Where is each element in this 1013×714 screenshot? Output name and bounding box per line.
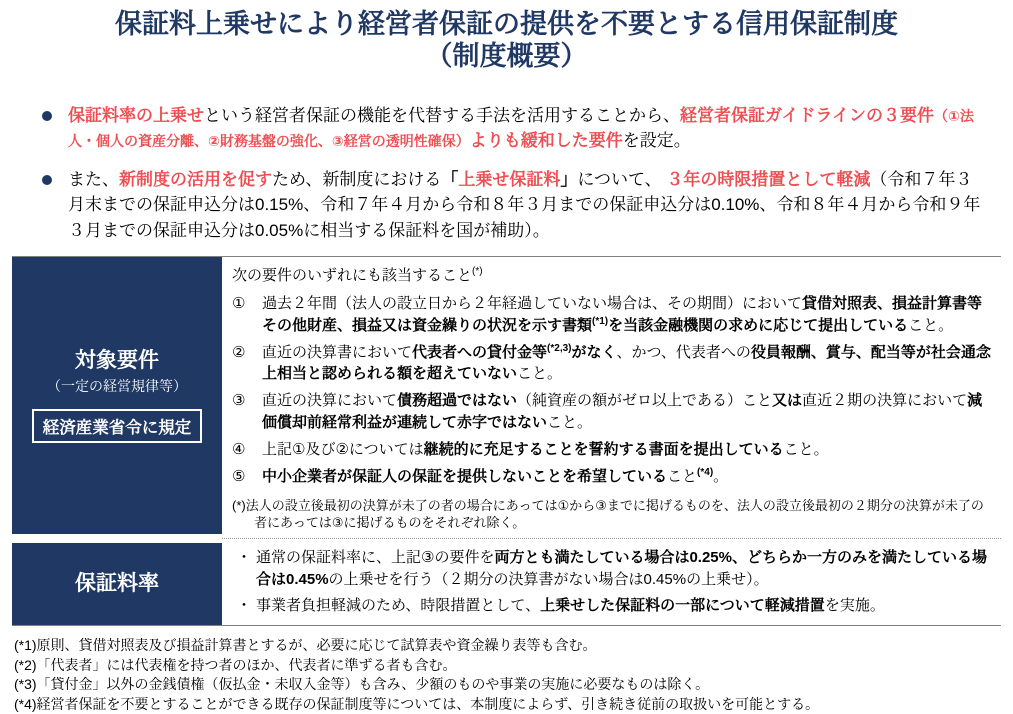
summary-bullets bbox=[40, 103, 987, 244]
summary-bullet-1-text: 保証料率の上乗せという経営者保証の機能を代替する手法を活用することから、経営者保証ガイドラインの３要件（①法人・個人の資産分離、②財務基盤の強化、③経営の透明性確保）よりも緩和した要件を設定。 bbox=[68, 105, 974, 151]
requirements-intro: 次の要件のいずれにも該当すること(*) bbox=[232, 266, 483, 285]
requirement-item-3-text: 直近の決算において債務超過ではない（純資産の額がゼロ以上である）こと又は直近２期の決算において減価償却前経常利益が連続して赤字ではないこと。 bbox=[262, 392, 983, 431]
item-number: ③ bbox=[232, 392, 246, 410]
table-row-requirements bbox=[12, 257, 1001, 538]
dot-bullet-icon: ・ bbox=[236, 597, 252, 615]
requirement-item-5-text: 中小企業者が保証人の保証を提供しないことを希望していること$^{(*4)}$。 bbox=[262, 467, 729, 486]
requirement-item-5 bbox=[232, 466, 995, 487]
scheme-table bbox=[12, 256, 1001, 626]
item-number: ② bbox=[232, 343, 246, 361]
footnote-3: (*3)「貸付金」以外の金銭債権（仮払金・未収入金等）も含み、少額のものや事業の実施に必要なものは除く。 bbox=[14, 676, 710, 693]
rate-bullet-1-text: 通常の保証料率に、上記③の要件を両方とも満たしている場合は0.25%、どちらか一方のみを満たしている場合は0.45%の上乗せを行う（２期分の決算書がない場合は0.45%の上乗せ）。 bbox=[256, 548, 987, 588]
ordinance-badge: 経済産業省令に規定 bbox=[32, 409, 203, 443]
requirement-item-4-text: 上記①及び②については継続的に充足することを誓約する書面を提出していること。 bbox=[262, 441, 829, 459]
summary-bullet-2 bbox=[40, 167, 987, 244]
requirements-footnote: (*)法人の設立後最初の決算が未了の者の場合にあっては①から③までに掲げるものを、法人の設立後最初の２期分の決算が未了の者にあっては③に掲げるものをそれぞれ除く。 bbox=[232, 497, 984, 531]
page-title-line1: 保証料上乗せにより経営者保証の提供を不要とする信用保証制度 bbox=[115, 9, 898, 39]
item-number: ⑤ bbox=[232, 468, 246, 486]
rate-bullet-2 bbox=[232, 595, 995, 617]
rate-bullet-1 bbox=[232, 547, 995, 591]
dot-bullet-icon: ・ bbox=[236, 548, 252, 566]
summary-bullet-2-text: また、新制度の活用を促すため、新制度における「上乗せ保証料」について、 ３年の時限措置として軽減（令和７年３月末までの保証申込分は0.15%、令和７年４月から令和８年３月までの保証申込分は0.10%、令和８年４月から令和９年３月までの保証申込分は0.05%に相当する保証料を国が補助）。 bbox=[68, 169, 981, 240]
rate-bullet-2-text: 事業者負担軽減のため、時限措置として、上乗せした保証料の一部について軽減措置を実施。 bbox=[256, 597, 885, 615]
page-title bbox=[0, 0, 1013, 73]
requirements-cell bbox=[222, 257, 1001, 538]
requirement-item-2-text: 直近の決算書において代表者への貸付金等$^{(*2,3)}$がなく、かつ、代表者への役員報酬、賞与、配当等が社会通念上相当と認められる額を超えていないこと。 bbox=[262, 342, 991, 383]
bullet-icon bbox=[42, 111, 52, 121]
row-header-title: 保証料率 bbox=[75, 571, 159, 595]
row-header-rate bbox=[12, 543, 222, 625]
requirement-item-4 bbox=[232, 439, 995, 460]
footnote-4: (*4)経営者保証を不要とすることができる既存の保証制度等については、本制度によらず、引き続き従前の取扱いを可能とする。 bbox=[14, 695, 820, 712]
row-header-requirements bbox=[12, 257, 222, 533]
requirement-item-2 bbox=[232, 342, 995, 385]
page-footnotes bbox=[14, 636, 999, 714]
item-number: ① bbox=[232, 295, 246, 313]
rate-cell bbox=[222, 539, 1001, 625]
requirement-item-1 bbox=[232, 293, 995, 336]
page-title-line2: （制度概要） bbox=[425, 41, 588, 72]
footnote-2: (*2)「代表者」には代表権を持つ者のほか、代表者に準ずる者も含む。 bbox=[14, 656, 457, 673]
requirement-item-1-text: 過去２年間（法人の設立日から２年経過していない場合は、その期間）において貸借対照表、損益計算書等その他財産、損益又は資金繰りの状況を示す書類$^{(*1)}$を当該金融機関の求めに応じて提出していること。 bbox=[262, 295, 983, 334]
table-row-rate bbox=[12, 539, 1001, 625]
item-number: ④ bbox=[232, 441, 246, 459]
row-header-title: 対象要件 bbox=[75, 349, 159, 373]
bullet-icon bbox=[42, 175, 52, 185]
row-header-subtitle: （一定の経営規律等） bbox=[47, 377, 187, 394]
requirement-item-3 bbox=[232, 390, 995, 433]
footnote-1: (*1)原則、貸借対照表及び損益計算書とするが、必要に応じて試算表や資金繰り表等も含む。 bbox=[14, 637, 597, 653]
summary-bullet-1 bbox=[40, 103, 987, 154]
